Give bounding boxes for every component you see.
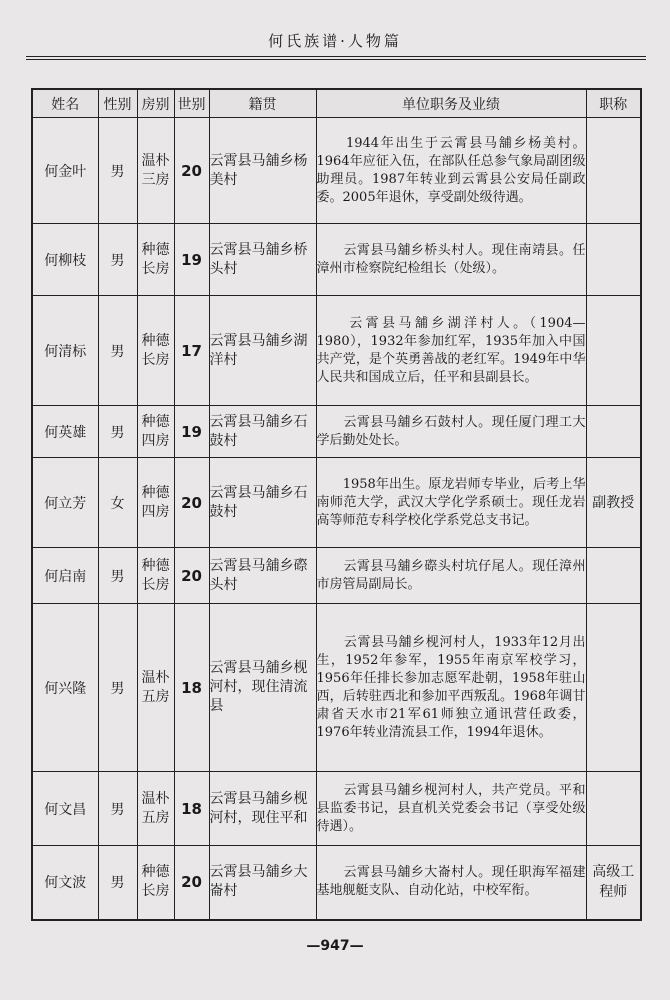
person-title (586, 224, 641, 296)
person-gender: 男 (98, 548, 137, 604)
person-gender: 男 (98, 406, 137, 458)
table-row (32, 548, 641, 604)
person-branch: 种德四房 (137, 406, 174, 458)
person-origin: 云霄县马舖乡大崙村 (209, 846, 316, 920)
person-bio: 1958年出生。原龙岩师专毕业，后考上华南师范大学，武汉大学化学系硕士。现任龙岩高等师范专科学校化学系党总支书记。 (316, 458, 586, 548)
person-name: 何柳枝 (32, 224, 98, 296)
table-row (32, 604, 641, 772)
person-name: 何英雄 (32, 406, 98, 458)
person-title (586, 406, 641, 458)
person-title (586, 772, 641, 846)
person-generation: 20 (174, 846, 209, 920)
person-generation: 20 (174, 118, 209, 224)
table-row (32, 846, 641, 920)
person-generation: 18 (174, 604, 209, 772)
person-title (586, 548, 641, 604)
table-header-row (32, 89, 641, 118)
person-bio: 1944年出生于云霄县马舖乡杨美村。1964年应征入伍，在部队任总参气象局副团级助理员。1987年转业到云霄县公安局任副政委。2005年退休，享受副处级待遇。 (316, 118, 586, 224)
table-row (32, 224, 641, 296)
person-origin: 云霄县马舖乡磜头村 (209, 548, 316, 604)
person-gender: 男 (98, 846, 137, 920)
person-bio: 云霄县马舖乡石鼓村人。现任厦门理工大学后勤处处长。 (316, 406, 586, 458)
person-gender: 男 (98, 118, 137, 224)
person-title (586, 118, 641, 224)
table-row (32, 118, 641, 224)
person-generation: 20 (174, 548, 209, 604)
person-branch: 种德长房 (137, 548, 174, 604)
person-generation: 20 (174, 458, 209, 548)
column-header-bio: 单位职务及业绩 (316, 89, 586, 118)
person-name: 何兴隆 (32, 604, 98, 772)
person-branch: 温朴五房 (137, 772, 174, 846)
person-origin: 云霄县马舖乡石鼓村 (209, 406, 316, 458)
person-origin: 云霄县马舖乡桥头村 (209, 224, 316, 296)
column-header-origin: 籍贯 (209, 89, 316, 118)
person-title (586, 296, 641, 406)
column-header-gender: 性别 (98, 89, 137, 118)
column-header-name: 姓名 (32, 89, 98, 118)
person-name: 何立芳 (32, 458, 98, 548)
person-generation: 19 (174, 406, 209, 458)
person-name: 何清标 (32, 296, 98, 406)
person-bio: 云霄县马舖乡湖洋村人。（1904—1980），1932年参加红军，1935年加入中国共产党，是个英勇善战的老红军。1949年中华人民共和国成立后，任平和县副县长。 (316, 296, 586, 406)
person-generation: 19 (174, 224, 209, 296)
table-row (32, 458, 641, 548)
person-bio: 云霄县马舖乡大崙村人。现任职海军福建基地舰艇支队、自动化站，中校军衔。 (316, 846, 586, 920)
table-row (32, 406, 641, 458)
person-gender: 男 (98, 772, 137, 846)
person-origin: 云霄县马舖乡枧河村，现住平和 (209, 772, 316, 846)
column-header-branch: 房别 (137, 89, 174, 118)
column-header-generation: 世别 (174, 89, 209, 118)
person-gender: 男 (98, 296, 137, 406)
person-origin: 云霄县马舖乡湖洋村 (209, 296, 316, 406)
person-title: 高级工程师 (586, 846, 641, 920)
person-name: 何启南 (32, 548, 98, 604)
person-origin: 云霄县马舖乡枧河村，现住清流县 (209, 604, 316, 772)
header-rule (26, 56, 646, 60)
person-branch: 温朴三房 (137, 118, 174, 224)
person-name: 何文波 (32, 846, 98, 920)
person-branch: 种德四房 (137, 458, 174, 548)
person-gender: 男 (98, 604, 137, 772)
person-branch: 种德长房 (137, 224, 174, 296)
genealogy-table (31, 88, 642, 921)
table-row (32, 296, 641, 406)
person-bio: 云霄县马舖乡枧河村人，1933年12月出生，1952年参军，1955年南京军校学习，1956年任排长参加志愿军赴朝，1958年驻山西，后转驻西北和参加平西叛乱。1968年调甘肃省天水市21军61师独立通讯营任政委，1976年转业清流县工作，1994年退休。 (316, 604, 586, 772)
person-bio: 云霄县马舖乡枧河村人，共产党员。平和县监委书记，县直机关党委会书记（享受处级待遇）。 (316, 772, 586, 846)
person-bio: 云霄县马舖乡桥头村人。现住南靖县。任漳州市检察院纪检组长（处级）。 (316, 224, 586, 296)
person-generation: 17 (174, 296, 209, 406)
person-generation: 18 (174, 772, 209, 846)
page-number: —947— (306, 938, 364, 954)
person-branch: 种德长房 (137, 296, 174, 406)
person-gender: 女 (98, 458, 137, 548)
person-name: 何文昌 (32, 772, 98, 846)
running-header: 何氏族谱·人物篇 (268, 32, 402, 50)
person-gender: 男 (98, 224, 137, 296)
person-bio: 云霄县马舖乡磜头村坑仔尾人。现任漳州市房管局副局长。 (316, 548, 586, 604)
person-title: 副教授 (586, 458, 641, 548)
table-row (32, 772, 641, 846)
person-origin: 云霄县马舖乡石鼓村 (209, 458, 316, 548)
column-header-title: 职称 (586, 89, 641, 118)
person-origin: 云霄县马舖乡杨美村 (209, 118, 316, 224)
person-branch: 温朴五房 (137, 604, 174, 772)
person-branch: 种德长房 (137, 846, 174, 920)
person-title (586, 604, 641, 772)
person-name: 何金叶 (32, 118, 98, 224)
